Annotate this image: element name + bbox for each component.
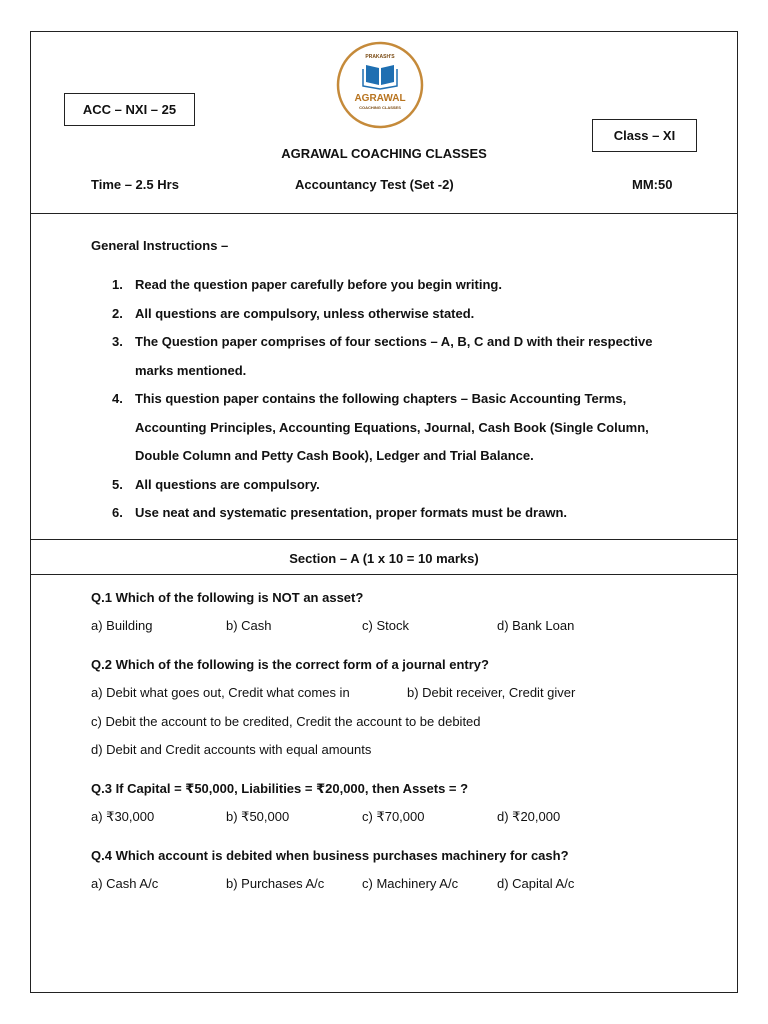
question-1: Q.1 Which of the following is NOT an asset? bbox=[91, 590, 364, 605]
question-2: Q.2 Which of the following is the correct form of a journal entry? bbox=[91, 657, 489, 672]
instruction-item: 1. Read the question paper carefully before you begin writing. bbox=[112, 277, 502, 292]
class-label: Class – XI bbox=[613, 128, 676, 143]
q3-option-a: a) ₹30,000 bbox=[91, 809, 155, 824]
instruction-item: 3. The Question paper comprises of four sections – A, B, C and D with their respective marks mentioned. bbox=[112, 334, 653, 378]
q3-option-d: d) ₹20,000 bbox=[497, 809, 561, 824]
institute-name: AGRAWAL COACHING CLASSES bbox=[281, 146, 487, 161]
logo-sub-text: COACHING CLASSES bbox=[359, 105, 401, 110]
q4-option-a: a) Cash A/c bbox=[91, 876, 159, 891]
q3-option-b: b) ₹50,000 bbox=[226, 809, 290, 824]
q2-option-c: c) Debit the account to be credited, Credit the account to be debited bbox=[91, 714, 481, 729]
logo-top-text: PRAKASH'S bbox=[365, 54, 395, 60]
header-divider bbox=[30, 213, 738, 214]
test-name: Accountancy Test (Set -2) bbox=[295, 177, 454, 192]
instruction-item: 6. Use neat and systematic presentation, proper formats must be drawn. bbox=[112, 505, 568, 520]
q4-option-d: d) Capital A/c bbox=[497, 876, 575, 891]
instructions-list bbox=[90, 271, 690, 528]
q4-option-b: b) Purchases A/c bbox=[226, 876, 325, 891]
q2-option-a: a) Debit what goes out, Credit what comes in bbox=[91, 685, 350, 700]
question-3: Q.3 If Capital = ₹50,000, Liabilities = ₹20,000, then Assets = ? bbox=[91, 781, 469, 796]
instruction-item: 5. All questions are compulsory. bbox=[112, 476, 320, 492]
institute-logo bbox=[336, 41, 424, 129]
q1-option-c: c) Stock bbox=[362, 618, 409, 633]
q4-option-c: c) Machinery A/c bbox=[362, 876, 459, 891]
q2-option-b: b) Debit receiver, Credit giver bbox=[407, 685, 576, 700]
q3-option-c: c) ₹70,000 bbox=[362, 809, 425, 824]
instruction-item: 4. This question paper contains the following chapters – Basic Accounting Terms, Accounting Principles, Accounting Equations, Journal, Cash Book (Single Column, Double Column and Petty Cash Book), Ledger and Trial Balance. bbox=[112, 391, 649, 463]
section-a-title: Section – A (1 x 10 = 10 marks) bbox=[289, 551, 479, 566]
paper-code-box bbox=[64, 93, 195, 126]
question-4: Q.4 Which account is debited when business purchases machinery for cash? bbox=[91, 848, 569, 863]
time-label: Time – 2.5 Hrs bbox=[91, 177, 179, 192]
paper-code: ACC – NXI – 25 bbox=[82, 102, 177, 117]
q1-option-a: a) Building bbox=[91, 618, 153, 633]
instructions-heading: General Instructions – bbox=[91, 238, 229, 253]
max-marks: MM:50 bbox=[632, 177, 673, 192]
instruction-item: 2. All questions are compulsory, unless otherwise stated. bbox=[112, 305, 475, 321]
q2-option-d: d) Debit and Credit accounts with equal amounts bbox=[91, 742, 372, 757]
section-divider-bottom bbox=[30, 574, 738, 575]
q1-option-d: d) Bank Loan bbox=[497, 618, 575, 633]
section-divider-top bbox=[30, 539, 738, 540]
logo-brand: AGRAWAL bbox=[354, 93, 406, 104]
q1-option-b: b) Cash bbox=[226, 618, 272, 633]
